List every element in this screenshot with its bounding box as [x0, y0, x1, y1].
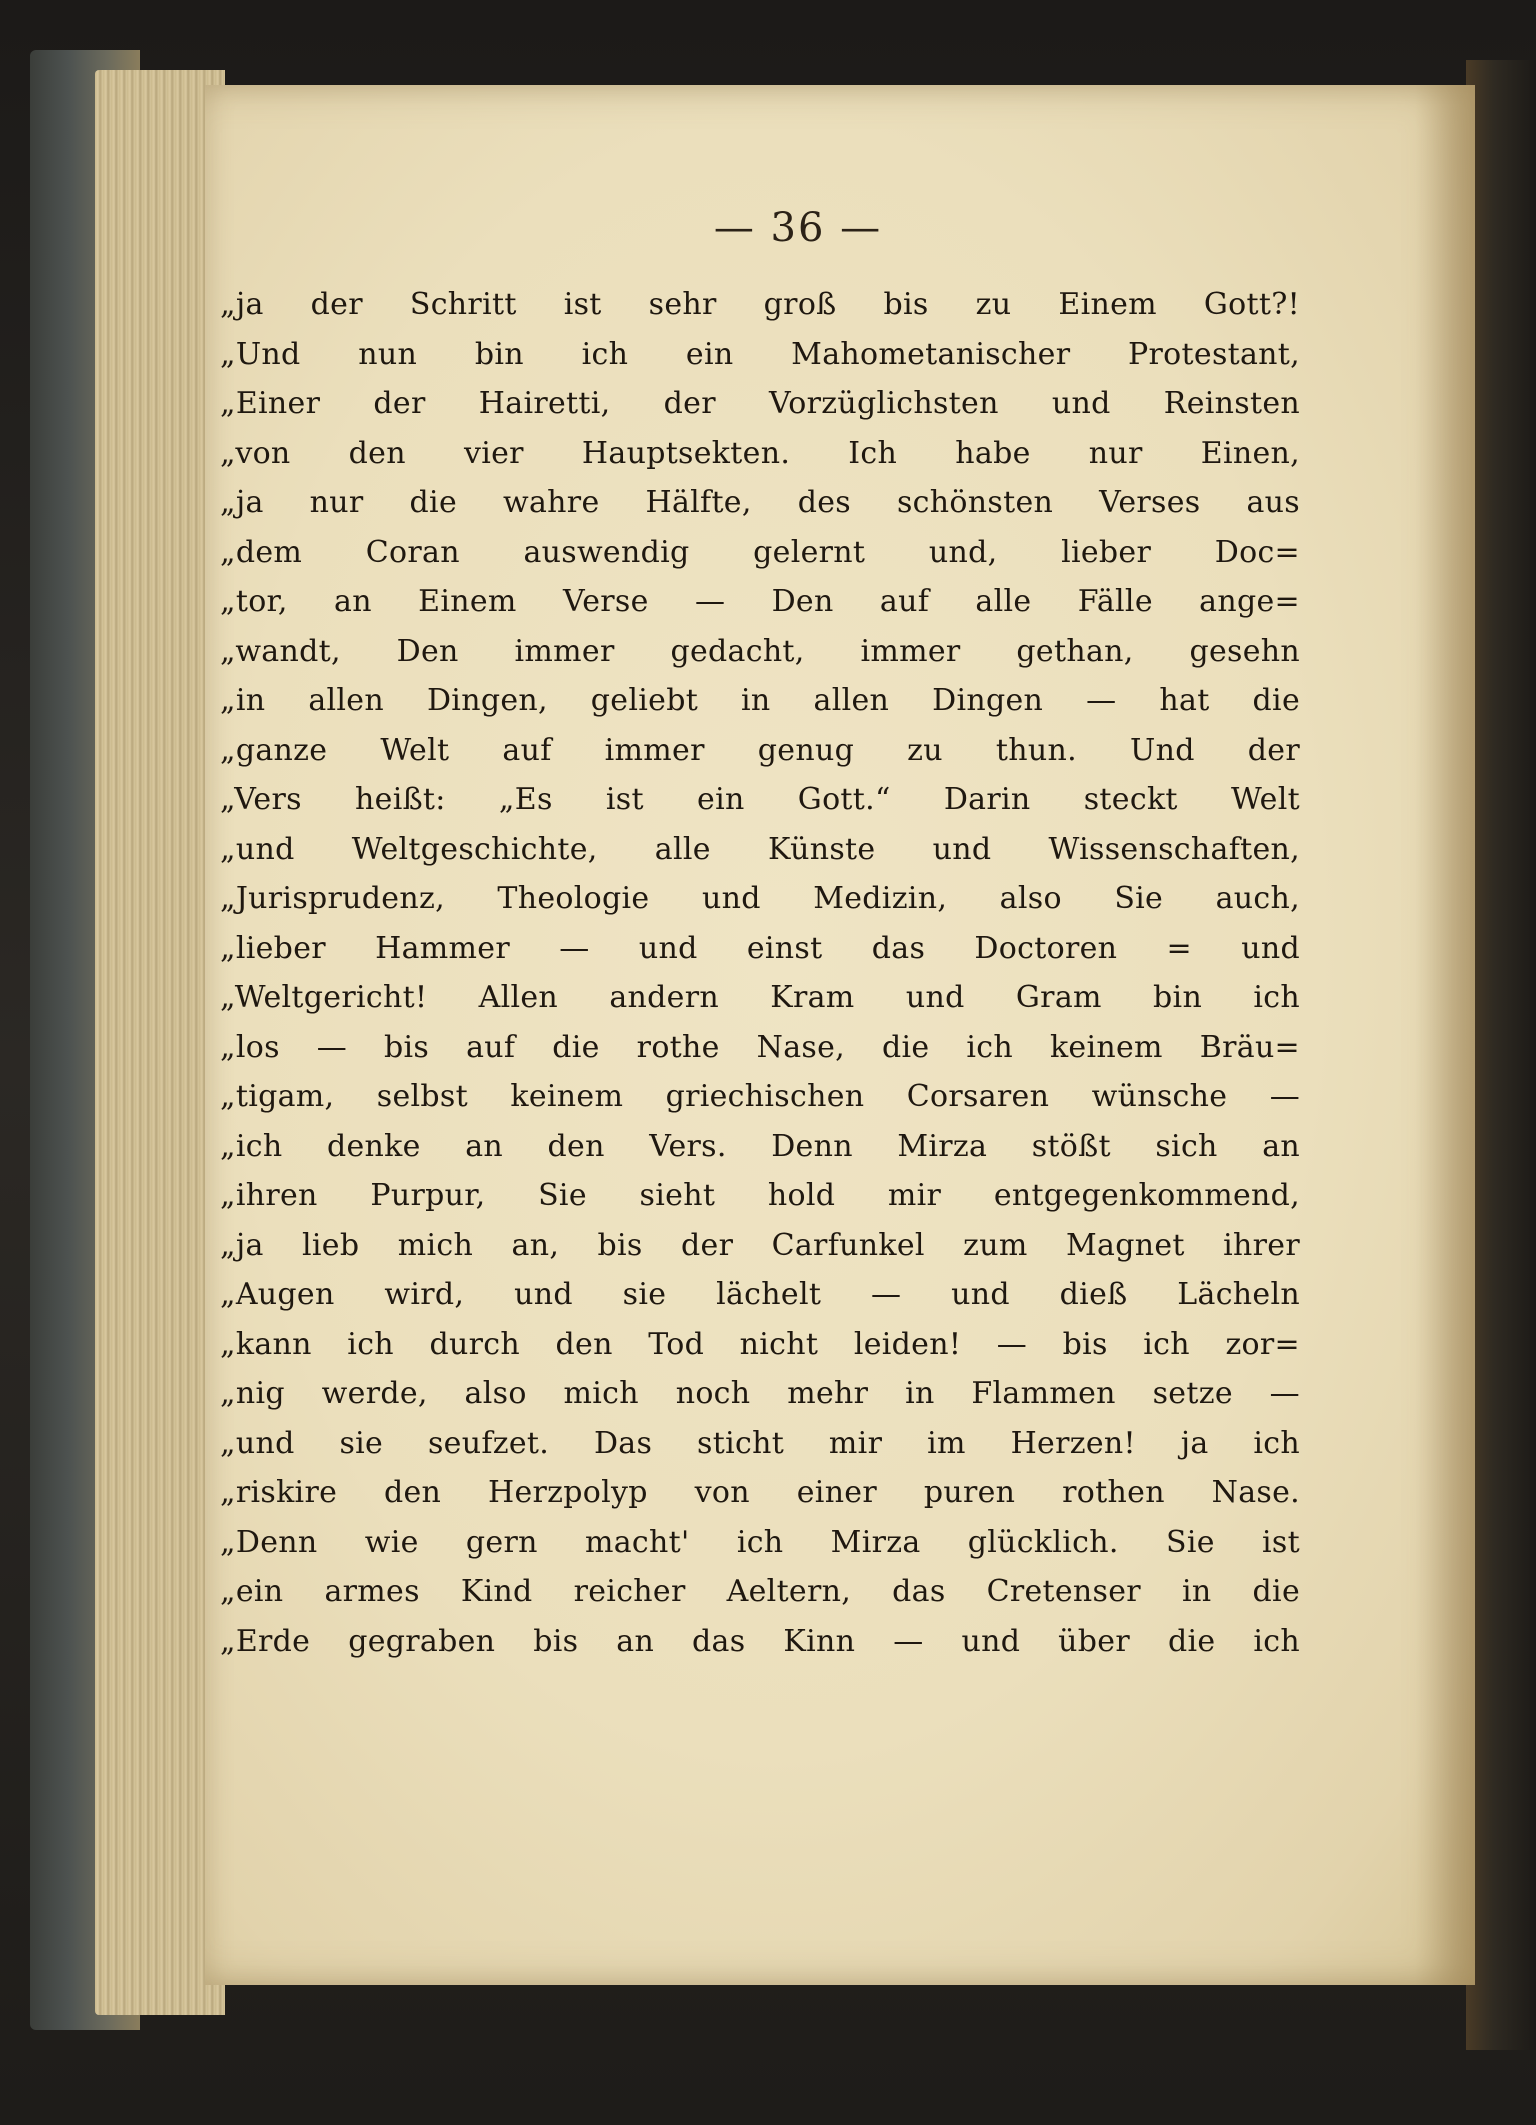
text-line: „los — bis auf die rothe Nase, die ich keinem Bräu= [220, 1029, 1300, 1065]
text-line: „Denn wie gern macht' ich Mirza glücklich. Sie ist [220, 1524, 1300, 1560]
text-line: „und sie seufzet. Das sticht mir im Herzen! ja ich [220, 1425, 1300, 1461]
text-line: „wandt, Den immer gedacht, immer gethan, gesehn [220, 633, 1300, 669]
text-line: „ganze Welt auf immer genug zu thun. Und der [220, 732, 1300, 768]
text-line: „Einer der Hairetti, der Vorzüglichsten und Reinsten [220, 386, 1300, 421]
page-number: — 36 — [713, 205, 883, 251]
text-line: „ihren Purpur, Sie sieht hold mir entgegenkommend, [220, 1178, 1300, 1213]
text-line: „Vers heißt: „Es ist ein Gott.“ Darin steckt Welt [220, 782, 1300, 817]
text-line: „dem Coran auswendig gelernt und, lieber Doc= [220, 534, 1300, 570]
text-line: „Weltgericht! Allen andern Kram und Gram bin ich [220, 980, 1300, 1015]
text-line: „tigam, selbst keinem griechischen Corsaren wünsche — [220, 1079, 1300, 1114]
text-line: „ich denke an den Vers. Denn Mirza stößt sich an [220, 1128, 1300, 1164]
text-line: „Erde gegraben bis an das Kinn — und über die ich [220, 1623, 1300, 1659]
text-line: „lieber Hammer — und einst das Doctoren = und [220, 930, 1300, 966]
text-line: „von den vier Hauptsekten. Ich habe nur Einen, [220, 435, 1300, 471]
text-line: „ja nur die wahre Hälfte, des schönsten Verses aus [220, 485, 1300, 520]
text-line: „riskire den Herzpolyp von einer puren rothen Nase. [220, 1475, 1300, 1510]
text-line: „ein armes Kind reicher Aeltern, das Cretenser in die [220, 1574, 1300, 1609]
text-line: „Und nun bin ich ein Mahometanischer Protestant, [220, 336, 1300, 372]
text-line: „Jurisprudenz, Theologie und Medizin, also Sie auch, [220, 881, 1300, 916]
text-line: „ja lieb mich an, bis der Carfunkel zum Magnet ihrer [220, 1227, 1300, 1263]
text-line: „Augen wird, und sie lächelt — und dieß Lächeln [220, 1277, 1300, 1312]
text-line: „in allen Dingen, geliebt in allen Dingen — hat die [220, 683, 1300, 718]
text-line: „ja der Schritt ist sehr groß bis zu Einem Gott?! [220, 287, 1300, 322]
text-line: „nig werde, also mich noch mehr in Flammen setze — [220, 1376, 1300, 1411]
book-cover-right [1466, 60, 1536, 2050]
text-line: „kann ich durch den Tod nicht leiden! — bis ich zor= [220, 1326, 1300, 1362]
body-text [220, 280, 1300, 1666]
gutter-shadow [1415, 85, 1475, 1985]
text-line: „tor, an Einem Verse — Den auf alle Fälle ange= [220, 584, 1300, 619]
text-line: „und Weltgeschichte, alle Künste und Wissenschaften, [220, 831, 1300, 867]
